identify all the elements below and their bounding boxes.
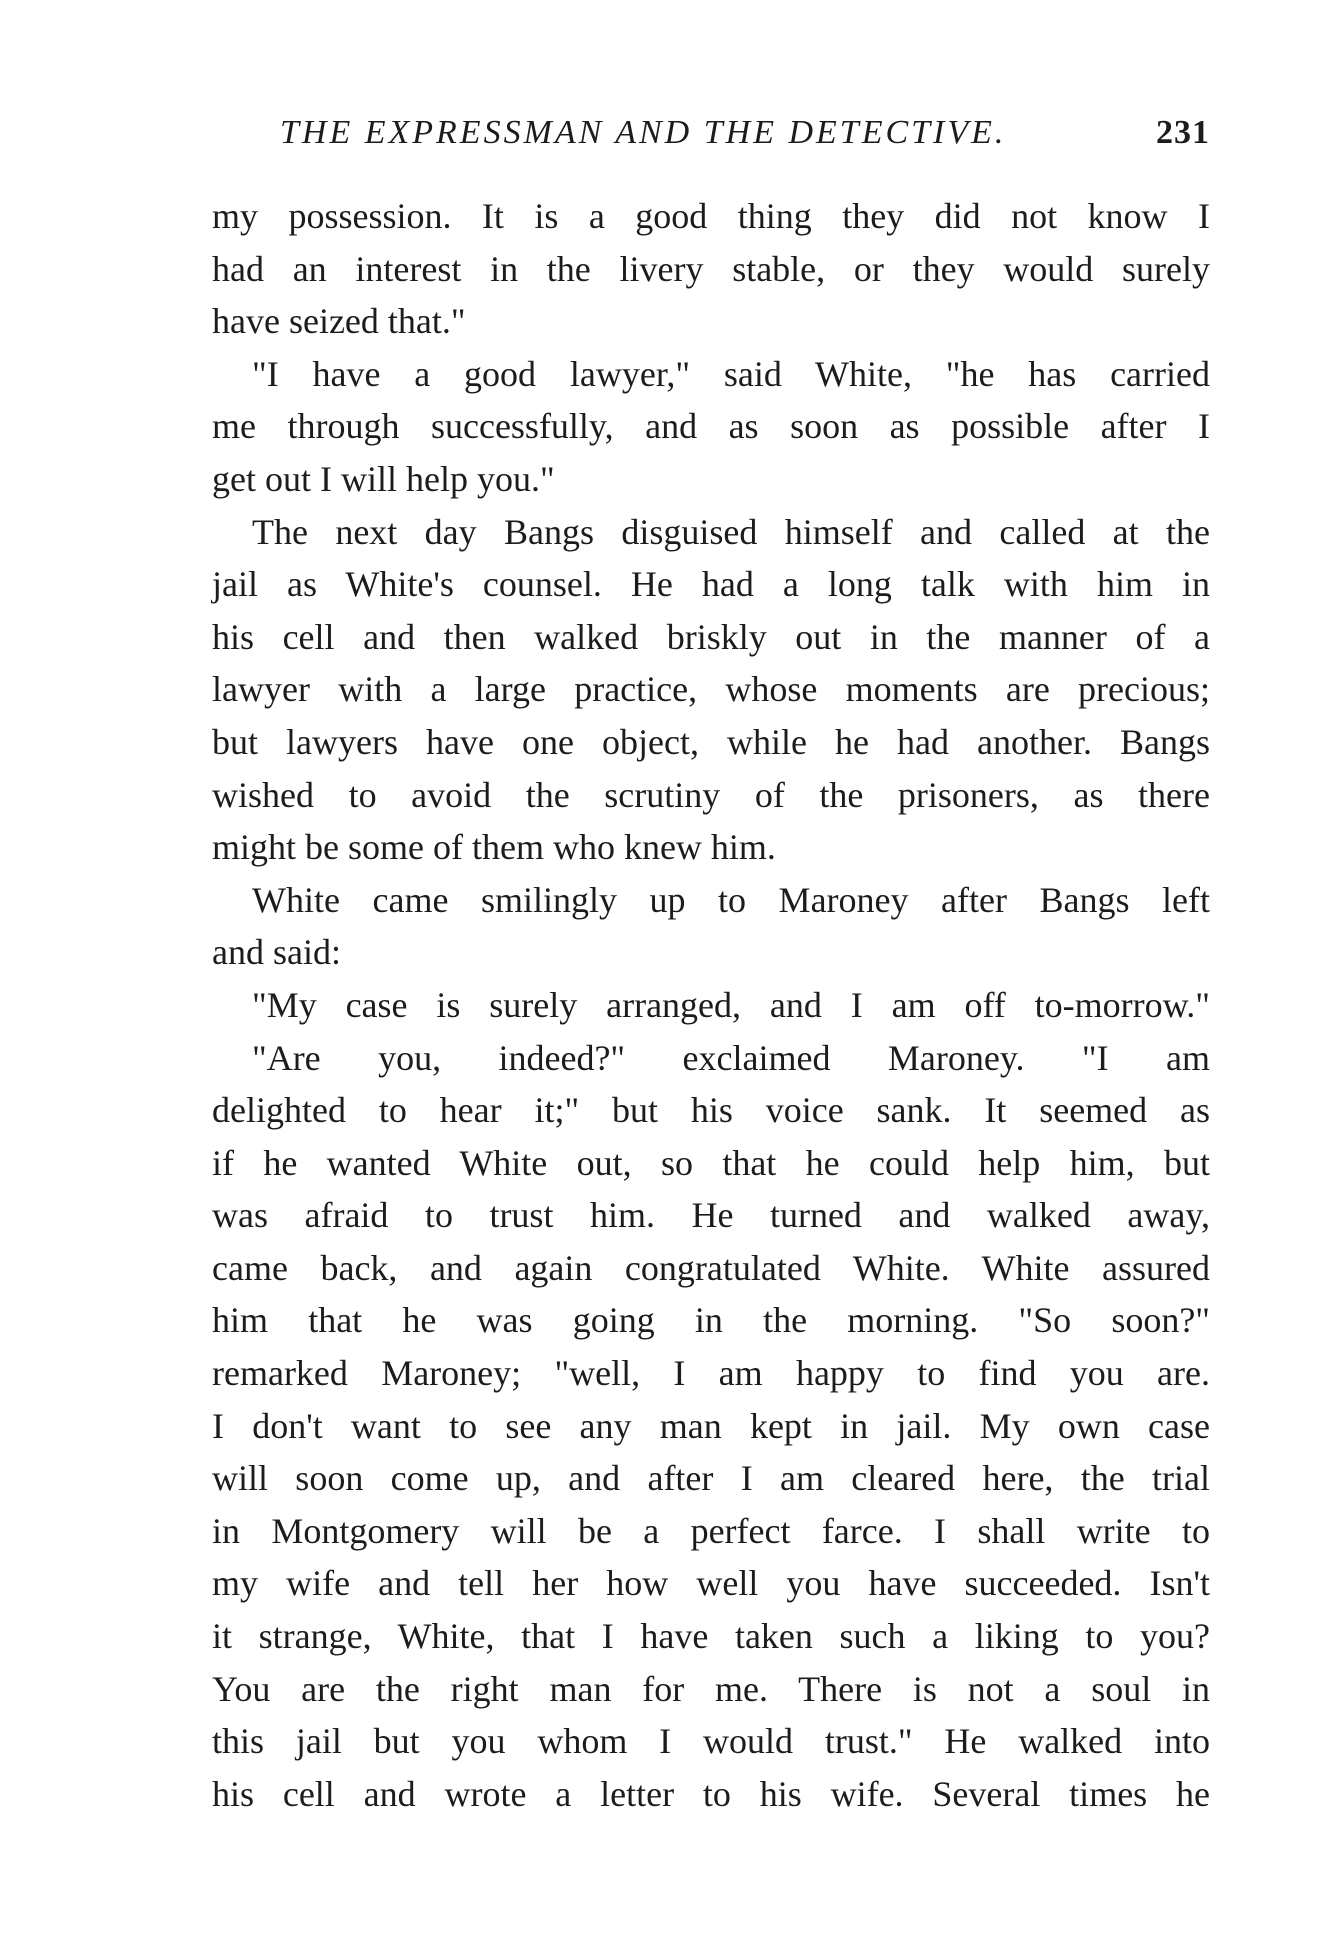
text-line: his cell and wrote a letter to his wife. Several times he	[212, 1773, 1210, 1814]
text-line: get out I will help you."	[212, 458, 555, 499]
text-line: my possession. It is a good thing they did not know I	[212, 196, 1210, 236]
text-line: You are the right man for me. There is not a soul in	[212, 1668, 1210, 1709]
text-line: I don't want to see any man kept in jail. My own case	[212, 1405, 1210, 1446]
text-line: and said:	[212, 932, 341, 973]
text-line: have seized that."	[212, 301, 466, 342]
running-head	[280, 110, 1210, 156]
text-line: wished to avoid the scrutiny of the prisoners, as there	[212, 774, 1210, 815]
text-line: his cell and then walked briskly out in the manner of a	[212, 616, 1210, 657]
text-line: my wife and tell her how well you have succeeded. Isn't	[212, 1563, 1210, 1604]
text-line: came back, and again congratulated White. White assured	[212, 1247, 1210, 1288]
text-line: him that he was going in the morning. "So soon?"	[212, 1300, 1210, 1341]
page-number: 231	[1156, 114, 1210, 151]
body-text	[212, 190, 1210, 1820]
text-line: White came smilingly up to Maroney after Bangs left	[252, 879, 1210, 920]
text-line: "I have a good lawyer," said White, "he has carried	[252, 353, 1210, 394]
text-line: in Montgomery will be a perfect farce. I shall write to	[212, 1510, 1210, 1551]
text-line: might be some of them who knew him.	[212, 827, 776, 868]
text-line: jail as White's counsel. He had a long talk with him in	[212, 564, 1210, 605]
text-line: lawyer with a large practice, whose moments are precious;	[212, 669, 1210, 710]
text-line: this jail but you whom I would trust." He walked into	[212, 1721, 1210, 1762]
text-line: "My case is surely arranged, and I am off to-morrow."	[252, 984, 1210, 1025]
text-line: was afraid to trust him. He turned and walked away,	[212, 1195, 1210, 1236]
text-line: but lawyers have one object, while he had another. Bangs	[212, 721, 1210, 762]
text-line: it strange, White, that I have taken such a liking to you?	[212, 1616, 1210, 1657]
text-line: had an interest in the livery stable, or they would surely	[212, 248, 1210, 289]
text-line: me through successfully, and as soon as possible after I	[212, 406, 1210, 447]
text-line: "Are you, indeed?" exclaimed Maroney. "I am	[252, 1037, 1210, 1078]
text-line: The next day Bangs disguised himself and called at the	[252, 511, 1210, 552]
text-line: delighted to hear it;" but his voice sank. It seemed as	[212, 1090, 1210, 1131]
running-title: THE EXPRESSMAN AND THE DETECTIVE.	[280, 114, 1007, 151]
text-line: will soon come up, and after I am cleared here, the trial	[212, 1458, 1210, 1499]
text-line: if he wanted White out, so that he could help him, but	[212, 1142, 1210, 1183]
text-line: remarked Maroney; "well, I am happy to find you are.	[212, 1353, 1210, 1394]
